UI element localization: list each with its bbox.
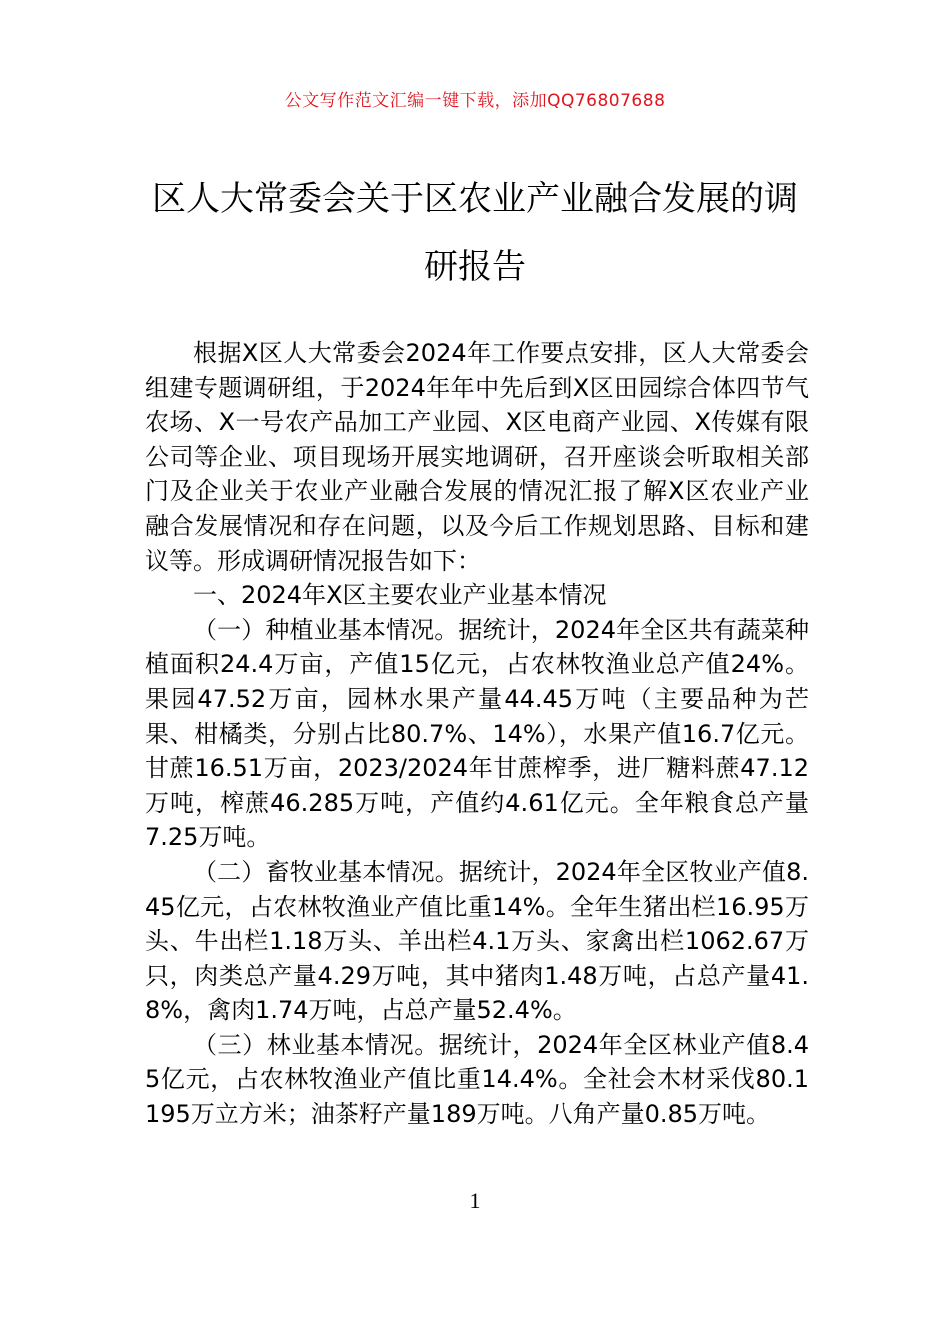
livestock-paragraph: （二）畜牧业基本情况。据统计，2024年全区牧业产值8.45亿元，占农林牧渔业产值比重14%。全年生猪出栏16.95万头、牛出栏1.18万头、羊出栏4.1万头、家禽出栏1062.67万只，肉类总产量4.29万吨，其中猪肉1.48万吨，占总产量41.8%，禽肉1.74万吨，占总产量52.4%。: [145, 857, 809, 1025]
intro-paragraph: 根据X区人大常委会2024年工作要点安排，区人大常委会组建专题调研组，于2024年年中先后到X区田园综合体四节气农场、X一号农产品加工产业园、X区电商产业园、X传媒有限公司等企业、项目现场开展实地调研，召开座谈会听取相关部门及企业关于农业产业融合发展的情况汇报了解X区农业产业融合发展情况和存在问题，以及今后工作规划思路、目标和建议等。形成调研情况报告如下：: [145, 339, 809, 575]
document-title: 区人大常委会关于区农业产业融合发展的调研报告: [152, 179, 798, 287]
forestry-paragraph: （三）林业基本情况。据统计，2024年全区林业产值8.45亿元，占农林牧渔业产值比重14.4%。全社会木材采伐80.1195万立方米；油茶籽产量189万吨。八角产量0.85万吨。: [145, 1030, 809, 1129]
download-promo-note: 公文写作范文汇编一键下载，添加QQ76807688: [284, 91, 666, 111]
planting-paragraph: （一）种植业基本情况。据统计，2024年全区共有蔬菜种植面积24.4万亩，产值15亿元，占农林牧渔业总产值24%。果园47.52万亩，园林水果产量44.45万吨（主要品种为芒果、柑橘类，分别占比80.7%、14%），水果产值16.7亿元。甘蔗16.51万亩，2023/2024年甘蔗榨季，进厂糖料蔗47.12万吨，榨蔗46.285万吨，产值约4.61亿元。全年粮食总产量7.25万吨。: [145, 615, 809, 852]
section-heading-1: 一、2024年X区主要农业产业基本情况: [193, 581, 607, 610]
document-body: [145, 336, 809, 1132]
page-number: 1: [469, 1188, 481, 1213]
